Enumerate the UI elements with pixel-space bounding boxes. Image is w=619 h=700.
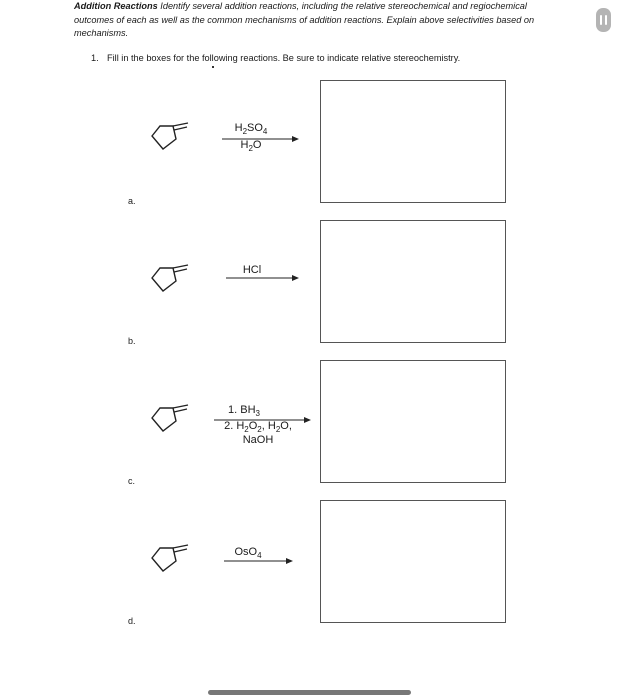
methylenecyclopentane-structure-icon [148, 260, 198, 296]
subscript: 2 [275, 425, 281, 435]
part-label-a: a. [128, 196, 136, 206]
subscript: 4 [257, 551, 262, 561]
methylenecyclopentane-structure-icon [148, 400, 198, 436]
answer-box-d[interactable] [320, 500, 506, 623]
question-text: Fill in the boxes for the following reactions. Be sure to indicate relative stereochemistry. [107, 53, 461, 63]
subscript: 4 [262, 127, 268, 137]
grip-line [600, 15, 602, 25]
reagent-text: HCl [242, 264, 262, 276]
answer-box-a[interactable] [320, 80, 506, 203]
reagent-c [222, 403, 294, 447]
reaction-arrow-icon [224, 556, 304, 566]
section-title: Addition Reactions [74, 1, 158, 11]
reaction-arrow-icon [214, 415, 314, 425]
scroll-handle-icon[interactable] [596, 8, 611, 32]
question-1 [91, 53, 460, 63]
methylenecyclopentane-structure-icon [148, 540, 198, 576]
reagent-text: H [234, 122, 243, 134]
subscript: 2 [242, 127, 248, 137]
part-label-d: d. [128, 616, 136, 626]
reagent-text: SO [247, 122, 263, 134]
reagent-text: O, [280, 420, 292, 432]
subscript: 2 [248, 144, 253, 154]
part-label-b: b. [128, 336, 136, 346]
subscript: 2 [257, 425, 262, 435]
answer-box-c[interactable] [320, 360, 506, 483]
reagent-text: NaOH [242, 434, 274, 446]
instructions-paragraph [74, 0, 564, 41]
reagent-text: OsO [234, 546, 258, 558]
subscript: 2 [244, 425, 249, 435]
reaction-arrow-icon [226, 273, 306, 283]
stray-mark [212, 66, 214, 68]
reagent-text: 2. H [224, 420, 245, 432]
methylenecyclopentane-structure-icon [148, 118, 198, 154]
home-indicator[interactable] [208, 690, 411, 695]
reagent-text: O [248, 420, 258, 432]
question-number: 1. [91, 53, 99, 63]
answer-box-b[interactable] [320, 220, 506, 343]
part-label-c: c. [128, 476, 136, 486]
subscript: 3 [255, 409, 260, 419]
reagent-text: 1. BH [228, 404, 256, 416]
reagent-text: O [252, 139, 262, 151]
reagent-text: H [240, 139, 249, 151]
reagent-line [226, 121, 276, 135]
reaction-arrow-icon [222, 134, 302, 144]
grip-line [605, 15, 607, 25]
section-description: Identify several addition reactions, including the relative stereochemical and regiochemical outcomes of each as well as the common mechanisms of addition reactions. Explain above selectivities based on mechanisms. [74, 1, 535, 38]
reagent-line [222, 433, 294, 447]
reagent-text: , H [261, 420, 276, 432]
